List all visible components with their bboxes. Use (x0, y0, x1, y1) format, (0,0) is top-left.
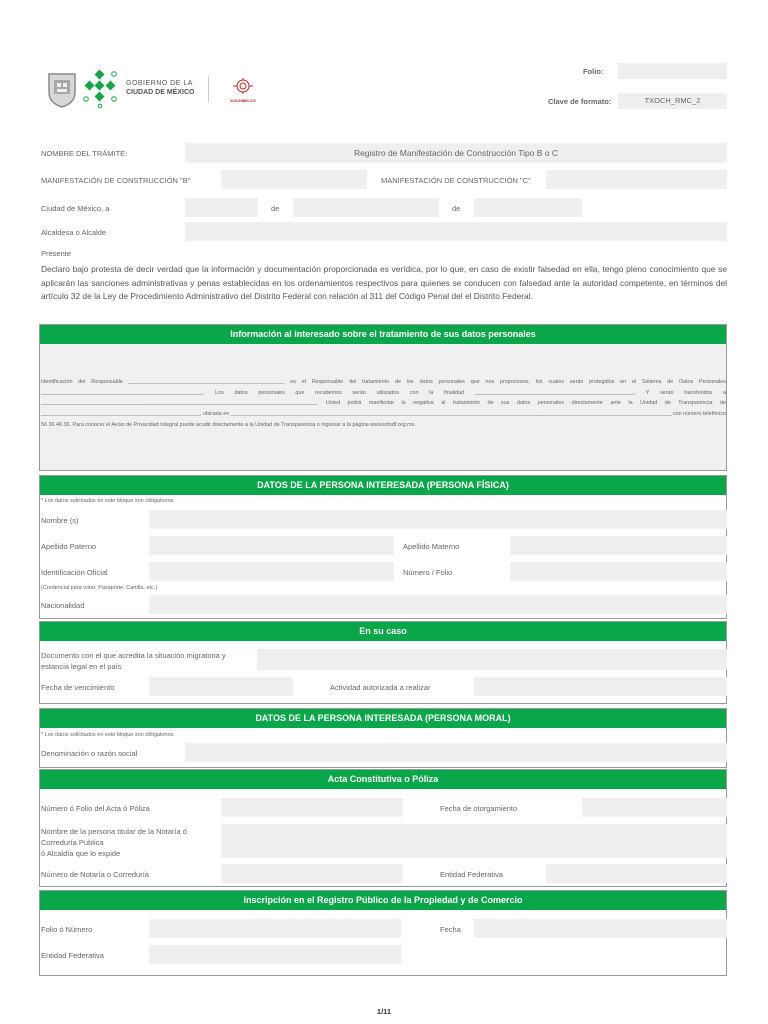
actividad-label: Actividad autorizada a realizar (330, 683, 431, 692)
denominacion-field[interactable] (185, 743, 727, 762)
acta-entidad-label: Entidad Federativa (440, 870, 503, 879)
clave-label: Clave de formato: (548, 97, 612, 106)
documento-label-line2: estancia legal en el país (41, 662, 122, 671)
titular-label-line2: Correduría Pública (41, 838, 104, 847)
vencimiento-label: Fecha de vencimiento (41, 683, 115, 692)
titular-label-line1: Nombre de la persona titular de la Notaría ó (41, 827, 187, 836)
presente-label: Presente (41, 249, 72, 258)
fisica-note: * Los datos solicitados en este bloque son obligatorios. (41, 498, 175, 504)
numero-folio-label: Número / Folio (403, 568, 453, 577)
identificacion-field[interactable] (149, 562, 394, 581)
notaria-field[interactable] (221, 864, 403, 883)
gov-line-2: CIUDAD DE MÉXICO (126, 88, 195, 96)
manif-b-field[interactable] (221, 170, 367, 189)
actividad-field[interactable] (474, 677, 727, 696)
nombre-label: Nombre (s) (41, 516, 79, 525)
moral-header: DATOS DE LA PERSONA INTERESADA (PERSONA MORAL) (40, 709, 726, 728)
manif-c-field[interactable] (546, 170, 727, 189)
folio-label: Folio: (583, 67, 604, 76)
manif-b-label: MANIFESTACIÓN DE CONSTRUCCIÓN "B" (41, 176, 191, 185)
de-label-1: de (271, 204, 280, 213)
nombre-field[interactable] (149, 510, 727, 529)
tramite-field[interactable] (185, 143, 727, 163)
alcaldesa-field[interactable] (185, 222, 727, 241)
nacionalidad-field[interactable] (149, 595, 727, 614)
registro-folio-label: Folio ó Número (41, 925, 93, 934)
vencimiento-field[interactable] (149, 677, 293, 696)
registro-folio-field[interactable] (149, 919, 401, 938)
folio-field[interactable] (618, 63, 727, 79)
month-field[interactable] (293, 198, 439, 217)
acta-numero-field[interactable] (221, 798, 403, 817)
moral-note: * Los datos solicitados en este bloque son obligatorios. (41, 732, 175, 738)
year-field[interactable] (474, 198, 582, 217)
logo-divider (208, 76, 209, 102)
day-field[interactable] (185, 198, 258, 217)
registro-fecha-field[interactable] (474, 919, 727, 938)
gov-title (126, 80, 194, 97)
registro-entidad-label: Entidad Federativa (41, 951, 104, 960)
registro-fecha-label: Fecha (440, 925, 461, 934)
alcaldia-logo-text: XOCHIMILCO (230, 98, 256, 103)
denominacion-label: Denominación o razón social (41, 749, 138, 758)
credencial-note: (Credencial para votar, Pasaporte, Cartilla, etc.) (41, 585, 158, 591)
numero-folio-field[interactable] (510, 562, 727, 581)
fisica-header: DATOS DE LA PERSONA INTERESADA (PERSONA FÍSICA) (40, 476, 726, 495)
ap-paterno-label: Apellido Paterno (41, 542, 97, 551)
gov-line-1: GOBIERNO DE LA (126, 80, 193, 87)
tramite-label: NOMBRE DEL TRÁMITE: (41, 149, 128, 158)
acta-entidad-field[interactable] (546, 864, 727, 883)
clave-field[interactable] (618, 93, 727, 109)
page-number: 1/11 (376, 1007, 392, 1016)
documento-label (41, 650, 226, 672)
declaracion-text: Declaro bajo protesta de decir verdad que la información y documentación proporcionada es verídica, por lo que, en caso de existir falsedad en ella, tengo pleno conocimiento que se aplicarán las sanciones administrativas y penas establecidas en los ordenamientos respectivos para quienes se conducen con falsedad ante la autoridad competente, en términos del artículo 32 de la Ley de Procedimiento Administrativo del Distrito Federal con relación al 311 del Código Penal del el Distrito Federal. (41, 264, 727, 301)
identificacion-label: Identificación Oficial (41, 568, 108, 577)
su-caso-header: En su caso (40, 622, 726, 641)
privacidad-header: Información al interesado sobre el tratamiento de sus datos personales (40, 325, 726, 344)
ap-materno-label: Apellido Materno (403, 542, 460, 551)
documento-label-line1: Documento con el que acredita la situación migratoria y (41, 651, 226, 660)
registro-header: Inscripción en el Registro Público de la Propiedad y de Comercio (40, 891, 726, 910)
titular-label (41, 826, 187, 859)
notaria-label: Número de Notaría o Correduría (41, 870, 149, 879)
ap-materno-field[interactable] (510, 536, 727, 555)
acta-header: Acta Constitutiva o Póliza (40, 770, 726, 789)
acta-numero-label: Número ó Folio del Acta ó Póliza (41, 804, 150, 813)
acta-fecha-field[interactable] (582, 798, 727, 817)
tramite-value: Registro de Manifestación de Construcción Tipo B o C (353, 148, 559, 158)
manif-c-label: MANIFESTACIÓN DE CONSTRUCCIÓN "C" (381, 176, 531, 185)
de-label-2: de (452, 204, 461, 213)
titular-field[interactable] (221, 824, 727, 858)
alcaldesa-label: Alcaldesa o Alcalde (41, 228, 107, 237)
cdmx-shield-logo (46, 72, 78, 108)
nacionalidad-label: Nacionalidad (41, 601, 85, 610)
acta-fecha-label: Fecha de otorgamiento (440, 804, 518, 813)
titular-label-line3: ó Alcaldía que lo expide (41, 849, 121, 858)
ap-paterno-field[interactable] (149, 536, 394, 555)
documento-field[interactable] (257, 649, 727, 670)
clave-value: TXOCH_RMC_2 (644, 96, 701, 105)
privacidad-text: Identificación del Responsable ____________________________________________________ es el Responsable del tratamiento de los datos personales que nos proporcione, los cuales serán protegidos en el Sistema de Datos Personales ______________________________________________________. Los datos personales que recabemos serán utilizados con la finalidad _____________________________________________________, Y serán transferidos a ____________________________________________________________________________________________. Usted podrá manifestar la negativa al tratamiento de sus datos personales directamente ante la Unidad de Transparencia de _____________________________________________________, ubicada en ___________________________________________________________________________________________________________________________________________________ con número telefónico 56 36 46 36. Para conocer el Aviso de Privacidad Integral puede acudir directamente a la Unidad de Transparencia o ingresar a la página www.infodf.org.mx. (41, 379, 727, 428)
registro-entidad-field[interactable] (149, 945, 401, 964)
alcaldia-logo (222, 78, 264, 104)
ciudad-label: Ciudad de México, a (41, 204, 110, 213)
cdmx-flower-logo (83, 68, 121, 108)
